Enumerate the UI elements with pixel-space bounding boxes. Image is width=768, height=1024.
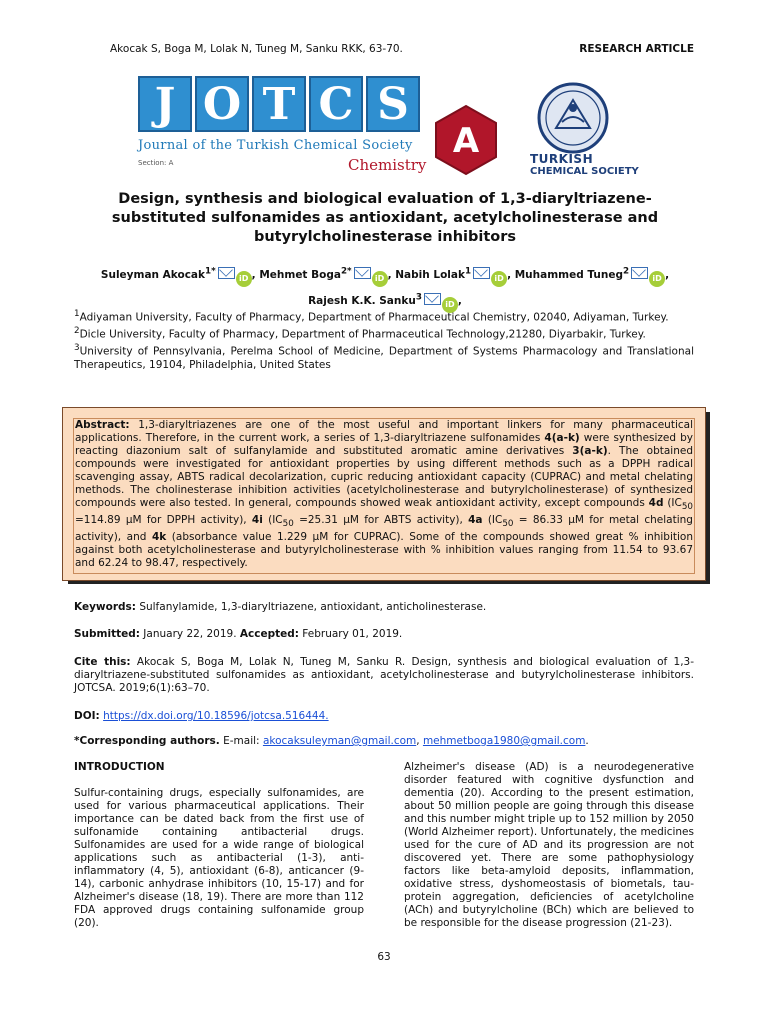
dates: Submitted: January 22, 2019. Accepted: February 01, 2019. xyxy=(74,628,403,640)
author: Rajesh K.K. Sanku$^3$iD , xyxy=(308,295,462,307)
intro-paragraph: Alzheimer's disease (AD) is a neurodegenerative disorder featured with cognitive dysfunction and dementia (20). According to the present estimation, about 50 million people are going through this disease and this number might triple up to 152 million by 2050 (World Alzheimer report). Unfortunately, the medicines used for the cure of AD and its progression are not discovered yet. There are some pathophysiology factors like beta-amyloid deposits, inflammation, oxidative stress, dyshomeostasis of biometals, tau-protein aggregation, deficiencies of acetylcholine (ACh) and butyrylcholine (BCh) which are believed to be responsible for the disease progression (21-23). xyxy=(404,761,694,929)
author: Nabih Lolak$^1$iD , xyxy=(395,269,514,281)
affiliation: $^3$University of Pennsylvania, Perelma School of Medicine, Department of Systems Pharmacology and Translational Therapeutics, 19104, Philadelphia, United States xyxy=(74,343,694,371)
logo-letter: O xyxy=(195,76,249,132)
orcid-icon[interactable]: iD xyxy=(649,271,665,287)
mail-icon[interactable] xyxy=(218,267,235,279)
logo-letter: C xyxy=(309,76,363,132)
email-link[interactable]: akocaksuleyman@gmail.com xyxy=(262,735,417,747)
logo-journal-name: Journal of the Turkish Chemical Society xyxy=(138,138,413,153)
affiliation: $^2$Dicle University, Faculty of Pharmacy, Department of Pharmaceutical Technology,21280, Diyarbakir, Turkey. xyxy=(74,326,646,341)
section-heading: INTRODUCTION xyxy=(74,761,165,773)
logo-section: Section: A xyxy=(138,159,174,167)
corresponding-authors: *Corresponding authors. E-mail: akocaksuleyman@gmail.com, mehmetboga1980@gmail.com. xyxy=(74,735,589,747)
cite-this: Cite this: Akocak S, Boga M, Lolak N, Tuneg M, Sanku R. Design, synthesis and biological evaluation of 1,3-diaryltriazene-substituted sulfonamides as antioxidant, acetylcholinesterase and butyrylcholinesterase inhibitors. JOTCSA. 2019;6(1):63–70. xyxy=(74,656,694,694)
mail-icon[interactable] xyxy=(631,267,648,279)
orcid-icon[interactable]: iD xyxy=(372,271,388,287)
logo-letter: T xyxy=(252,76,306,132)
orcid-icon[interactable]: iD xyxy=(236,271,252,287)
article-type: RESEARCH ARTICLE xyxy=(579,43,694,55)
society-name-line2: CHEMICAL SOCIETY xyxy=(530,166,639,177)
abstract-text: Abstract: 1,3-diaryltriazenes are one of the most useful and important linkers for many pharmaceutical applications. Therefore, in the current work, a series of 1,3-diaryltriazene sulfonamides 4(a-k) were synthesized by reacting diazonium salt of sulfanylamide and substituted aromatic amine derivatives 3(a-k). The obtained compounds were investigated for antioxidant properties by using different methods such as a DPPH radical scavenging assay, ABTS radical decolarization, cupric reducing antioxidant capacity (CUPRAC) and metal chelating methods. The cholinesterase inhibition activities (acetylcholinesterase and butyrylcholinesterase) of synthesized compounds were also tested. In general, compounds showed weak antioxidant activity, except compounds 4d ($IC_{50} =114.89$ μM for DPPH activity), 4i ($IC_{50} =25.31$ μM for ABTS activity), 4a ($IC_{50} = 86.33$ μM for metal chelating activity), and 4k (absorbance value 1.229 μM for CUPRAC). Some of the compounds showed great % inhibition against both acetylcholinesterase and butyrylcholinesterase with % inhibition values ranging from 11.54 to 93.67 and 62.24 to 98.47, respectively. xyxy=(73,418,695,574)
logo-letter: S xyxy=(366,76,420,132)
doi-link[interactable]: https://dx.doi.org/10.18596/jotcsa.516444. xyxy=(103,710,329,722)
doi: DOI: https://dx.doi.org/10.18596/jotcsa.516444. xyxy=(74,710,329,722)
mail-icon[interactable] xyxy=(354,267,371,279)
author: Muhammed Tuneg$^2$iD , xyxy=(515,269,669,281)
affiliation: $^1$Adiyaman University, Faculty of Pharmacy, Department of Pharmaceutical Chemistry, 02040, Adiyaman, Turkey. xyxy=(74,309,669,324)
email-link[interactable]: mehmetboga1980@gmail.com xyxy=(422,735,586,747)
header-citation: Akocak S, Boga M, Lolak N, Tuneg M, Sanku RKK, 63-70. xyxy=(110,43,403,55)
mail-icon[interactable] xyxy=(473,267,490,279)
paper-title: Design, synthesis and biological evaluation of 1,3-diaryltriazene-substituted sulfonamides as antioxidant, acetylcholinesterase and butyrylcholinesterase inhibitors xyxy=(111,191,659,245)
section-badge-text: A xyxy=(452,121,480,161)
orcid-icon[interactable]: iD xyxy=(491,271,507,287)
intro-paragraph: Sulfur-containing drugs, especially sulfonamides, are used for various pharmaceutical applications. Their importance can be dated back from the first use of sulfonamide containing antibacterial drugs. Sulfonamides are used for a wide range of biological applications such as antibacterial (1-3), anti-inflammatory (4, 5), antioxidant (6-8), anticancer (9-14), carbonic anhydrase inhibitors (10, 15-17) and for Alzheimer's disease (18, 19). There are more than 112 FDA approved drugs containing sulfonamide group (20). xyxy=(74,787,364,929)
society-name-line1: TURKISH xyxy=(530,152,594,166)
intro-right-column xyxy=(404,761,694,930)
logo-chemistry: Chemistry xyxy=(348,156,427,174)
journal-logo xyxy=(138,76,698,188)
page-number: 63 xyxy=(377,951,391,963)
logo-letter: J xyxy=(138,76,192,132)
mail-icon[interactable] xyxy=(424,293,441,305)
section-a-hexagon-icon xyxy=(434,104,498,176)
affiliations xyxy=(74,308,694,373)
abstract-box xyxy=(62,407,706,581)
author: Suleyman Akocak$^{1*}$iD , xyxy=(101,269,259,281)
orcid-icon[interactable]: iD xyxy=(442,297,458,313)
author: Mehmet Boga$^{2*}$iD , xyxy=(259,269,395,281)
author-list xyxy=(70,260,700,313)
intro-left-column xyxy=(74,761,364,930)
keywords: Keywords: Sulfanylamide, 1,3-diaryltriazene, antioxidant, anticholinesterase. xyxy=(74,601,487,613)
